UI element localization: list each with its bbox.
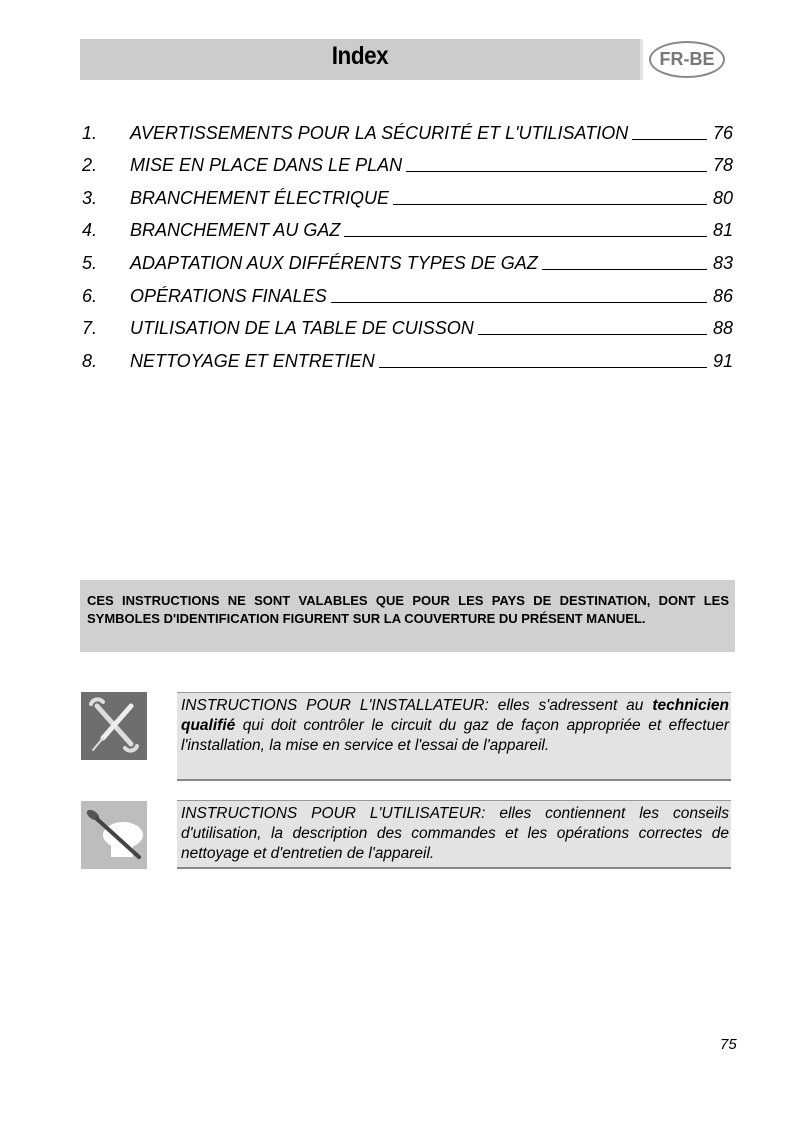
language-badge: FR-BE: [649, 41, 725, 78]
toc-leader: [379, 367, 707, 368]
installer-rest: qui doit contrôler le circuit du gaz de façon appropriée et effectuer l'installation, la mise en service et l'essai de l'appareil.: [181, 717, 729, 754]
toc-number: 3.: [82, 187, 98, 208]
toc-number: 8.: [82, 350, 98, 371]
toc-title: NETTOYAGE ET ENTRETIEN: [130, 350, 375, 371]
toc-title: BRANCHEMENT AU GAZ: [130, 220, 341, 241]
toc-leader: [331, 302, 707, 303]
installer-bold: technicien qualifié: [181, 697, 729, 734]
toc-page: 80: [712, 187, 733, 208]
toc-leader: [542, 269, 707, 270]
header-bar: [80, 39, 643, 80]
page-number: 75: [720, 1036, 737, 1053]
toc-page: 76: [712, 122, 733, 143]
page-title: Index: [331, 42, 389, 70]
toc-entry[interactable]: [82, 209, 733, 242]
toc-number: 5.: [82, 252, 98, 273]
toc-leader: [632, 139, 707, 140]
toc-title: UTILISATION DE LA TABLE DE CUISSON: [130, 318, 474, 339]
toc-entry[interactable]: [82, 274, 733, 307]
installer-instructions: [177, 692, 731, 781]
toc-page: 81: [712, 220, 733, 241]
toc-number: 7.: [82, 318, 98, 339]
toc-leader: [406, 171, 707, 172]
table-of-contents: [82, 111, 733, 372]
tools-icon: [81, 692, 147, 760]
toc-entry[interactable]: [82, 144, 733, 177]
toc-entry[interactable]: [82, 307, 733, 340]
toc-title: BRANCHEMENT ÉLECTRIQUE: [130, 187, 390, 208]
toc-number: 2.: [82, 155, 98, 176]
toc-leader: [478, 334, 707, 335]
toc-entry[interactable]: [82, 176, 733, 209]
toc-number: 6.: [82, 285, 98, 306]
toc-number: 1.: [82, 122, 98, 143]
toc-page: 91: [712, 350, 733, 371]
toc-page: 78: [712, 155, 733, 176]
toc-title: MISE EN PLACE DANS LE PLAN: [130, 155, 403, 176]
user-instructions: INSTRUCTIONS POUR L'UTILISATEUR: elles contiennent les conseils d'utilisation, la description des commandes et les opérations correctes de nettoyage et d'entretien de l'appareil.: [177, 800, 731, 869]
toc-page: 83: [712, 252, 733, 273]
installer-lead: INSTRUCTIONS POUR L'INSTALLATEUR: elles s'adressent au: [181, 697, 653, 714]
destination-notice: CES INSTRUCTIONS NE SONT VALABLES QUE POUR LES PAYS DE DESTINATION, DONT LES SYMBOLES D'IDENTIFICATION FIGURENT SUR LA COUVERTURE DU PRÉSENT MANUEL.: [80, 580, 735, 652]
toc-leader: [344, 236, 707, 237]
toc-entry[interactable]: [82, 111, 733, 144]
chef-spoon-icon: [81, 801, 147, 869]
toc-title: ADAPTATION AUX DIFFÉRENTS TYPES DE GAZ: [130, 252, 538, 273]
toc-entry[interactable]: [82, 339, 733, 372]
toc-title: AVERTISSEMENTS POUR LA SÉCURITÉ ET L'UTILISATION: [130, 122, 629, 143]
toc-title: OPÉRATIONS FINALES: [130, 285, 327, 306]
toc-entry[interactable]: [82, 241, 733, 274]
toc-page: 86: [712, 285, 733, 306]
toc-number: 4.: [82, 220, 98, 241]
toc-page: 88: [712, 318, 733, 339]
toc-leader: [393, 204, 707, 205]
